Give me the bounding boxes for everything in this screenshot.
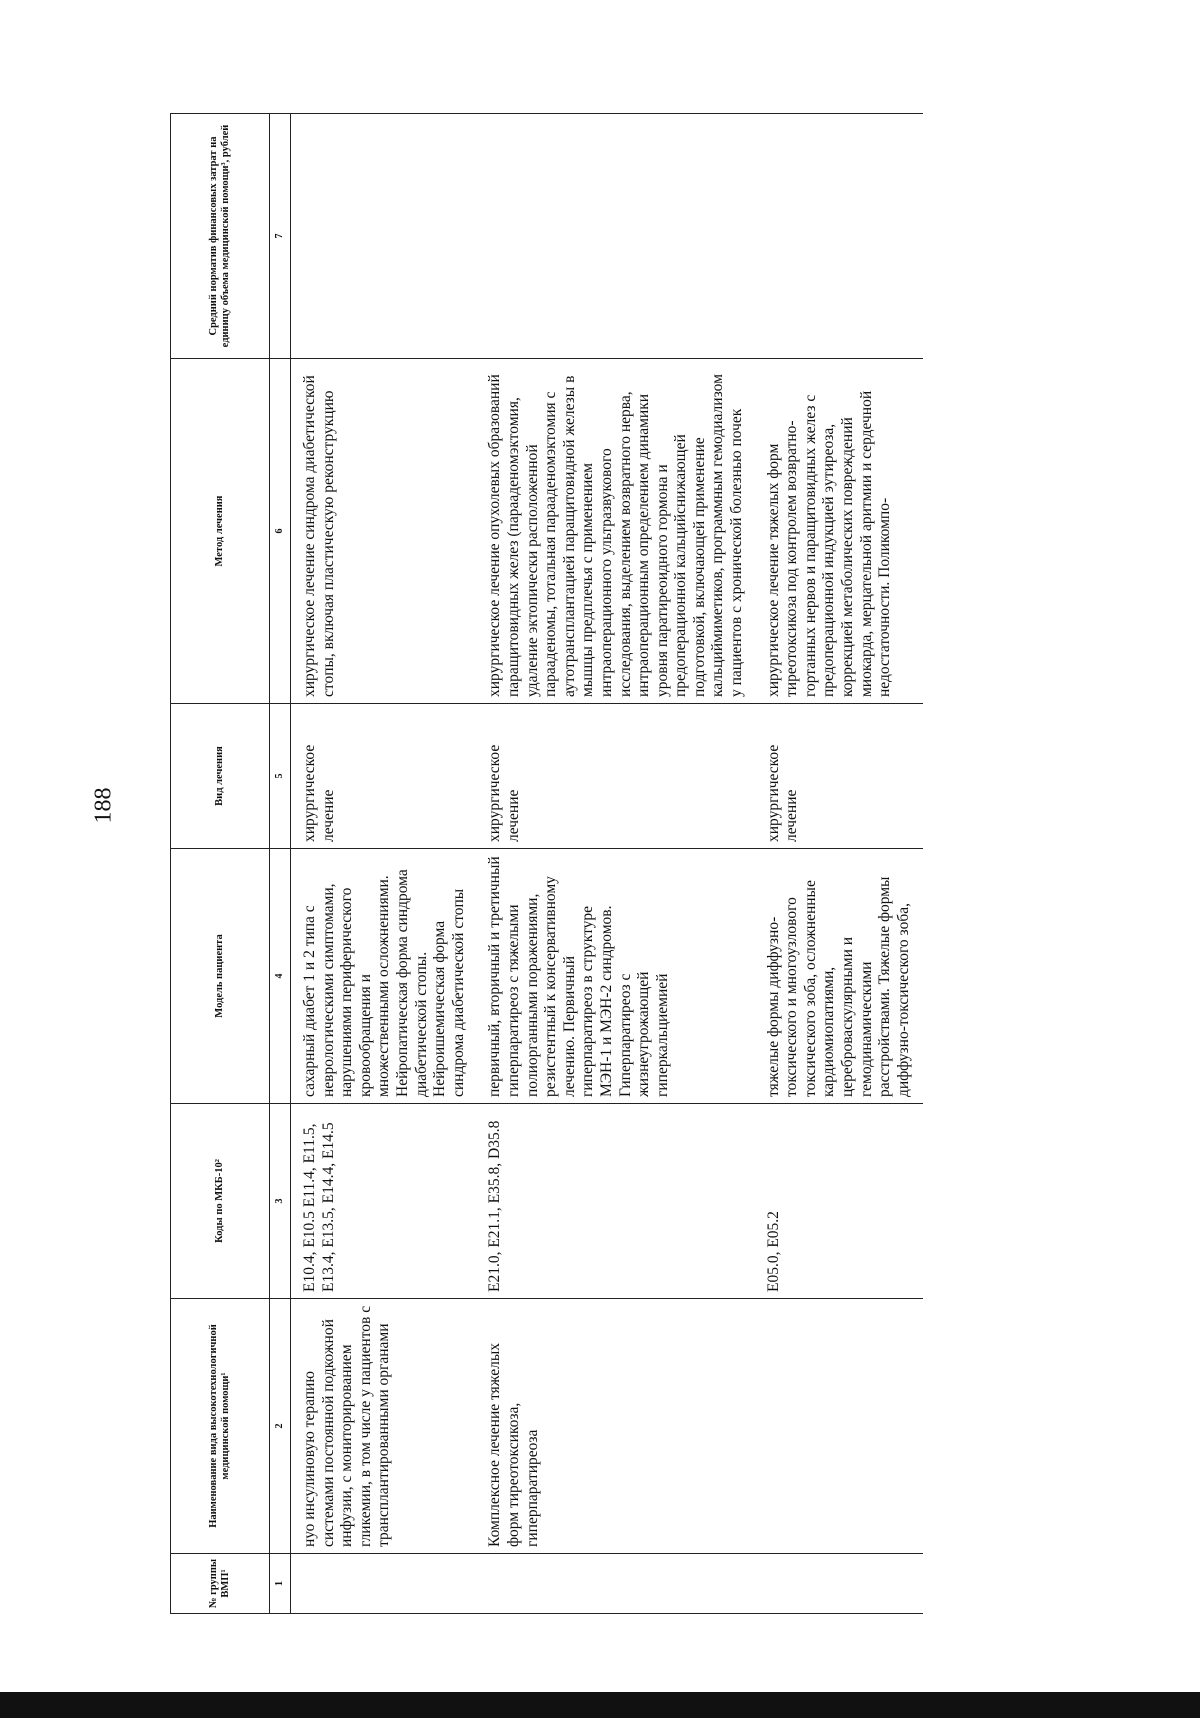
cell-icd-codes: E21.0, E21.1, E35.8, D35.8 — [478, 1104, 756, 1299]
cell-group — [757, 1554, 924, 1614]
cell-cost — [291, 114, 479, 359]
header-group-number: № группы ВМП¹ — [171, 1554, 270, 1614]
header-vmp-name: Наименование вида высокотехнологичной медицинской помощи¹ — [171, 1299, 270, 1554]
page-number: 188 — [90, 787, 117, 824]
column-number: 6 — [270, 359, 291, 704]
header-icd-codes: Коды по МКБ-10² — [171, 1104, 270, 1299]
cell-treatment-method: хирургическое лечение опухолевых образований паращитовидных желез (парааденомэктомия, удаление эктопически расположенной парааденомы, тотальная парааденомэктомия с аутотрансплантацией паращитовидной железы в мышцы предплечья с применением интраоперационного ультразвукового исследования, выделением возвратного нерва, интраоперационным определением динамики уровня паратиреоидного гормона и предоперационной кальцийснижающей подготовкой, включающей применение кальциймиметиков, программным гемодиализом у пациентов с хронической болезнью почек — [478, 359, 756, 704]
cell-group — [478, 1554, 756, 1614]
table-row — [478, 114, 756, 1614]
scan-edge-bar — [0, 1692, 1200, 1718]
cell-icd-codes: E05.0, E05.2 — [757, 1104, 924, 1299]
cell-treatment-method: хирургическое лечение синдрома диабетической стопы, включая пластическую реконструкцию — [291, 359, 479, 704]
table-row — [757, 114, 924, 1614]
header-treatment-method: Метод лечения — [171, 359, 270, 704]
cell-treatment-type: хирургическое лечение — [291, 704, 479, 849]
column-number: 2 — [270, 1299, 291, 1554]
column-number: 7 — [270, 114, 291, 359]
cell-vmp-name — [757, 1299, 924, 1554]
column-number: 4 — [270, 849, 291, 1104]
vmp-table — [170, 113, 923, 1614]
cell-patient-model: тяжелые формы диффузно-токсического и многоузлового токсического зоба, осложненные кардиомиопатиями, цереброваскулярными и гемодинамическими расстройствами. Тяжелые формы диффузно-токсического зоба, — [757, 849, 924, 1104]
table-header-row — [171, 114, 270, 1614]
table-row — [291, 114, 479, 1614]
column-number: 3 — [270, 1104, 291, 1299]
cell-treatment-type: хирургическое лечение — [478, 704, 756, 849]
cell-vmp-name: Комплексное лечение тяжелых форм тиреотоксикоза, гиперпаратиреоза — [478, 1299, 756, 1554]
header-patient-model: Модель пациента — [171, 849, 270, 1104]
cell-patient-model: сахарный диабет 1 и 2 типа с неврологическими симптомами, нарушениями периферического кровообращения и множественными осложнениями. Нейропатическая форма синдрома диабетической стопы. Нейроишемическая форма синдрома диабетической стопы — [291, 849, 479, 1104]
cell-treatment-type: хирургическое лечение — [757, 704, 924, 849]
header-cost-standard: Средний норматив финансовых затрат на единицу объема медицинской помощи³, рублей — [171, 114, 270, 359]
cell-group — [291, 1554, 479, 1614]
rotated-page-content — [170, 114, 1130, 1614]
header-treatment-type: Вид лечения — [171, 704, 270, 849]
cell-treatment-method: хирургическое лечение тяжелых форм тиреотоксикоза под контролем возвратно-гортанных нервов и паращитовидных желез с предоперационной индукцией эутиреоза, коррекцией метаболических повреждений миокарда, мерцательной аритмии и сердечной недостаточности. Поликомпо- — [757, 359, 924, 704]
cell-cost — [478, 114, 756, 359]
cell-icd-codes: E10.4, E10.5 E11.4, E11.5, E13.4, E13.5, E14.4, E14.5 — [291, 1104, 479, 1299]
column-number: 5 — [270, 704, 291, 849]
cell-vmp-name: нуо инсулиновую терапию системами постоянной подкожной инфузии, с мониторированием гликемии, в том числе у пациентов с трансплантированными органами — [291, 1299, 479, 1554]
column-number: 1 — [270, 1554, 291, 1614]
table-column-numbers-row — [270, 114, 291, 1614]
cell-patient-model: первичный, вторичный и третичный гиперпаратиреоз с тяжелыми полиорганными поражениями, резистентный к консервативному лечению. Первичный гиперпаратиреоз в структуре МЭН-1 и МЭН-2 синдромов. Гиперпаратиреоз с жизнеугрожающей гиперкальциемией — [478, 849, 756, 1104]
cell-cost — [757, 114, 924, 359]
